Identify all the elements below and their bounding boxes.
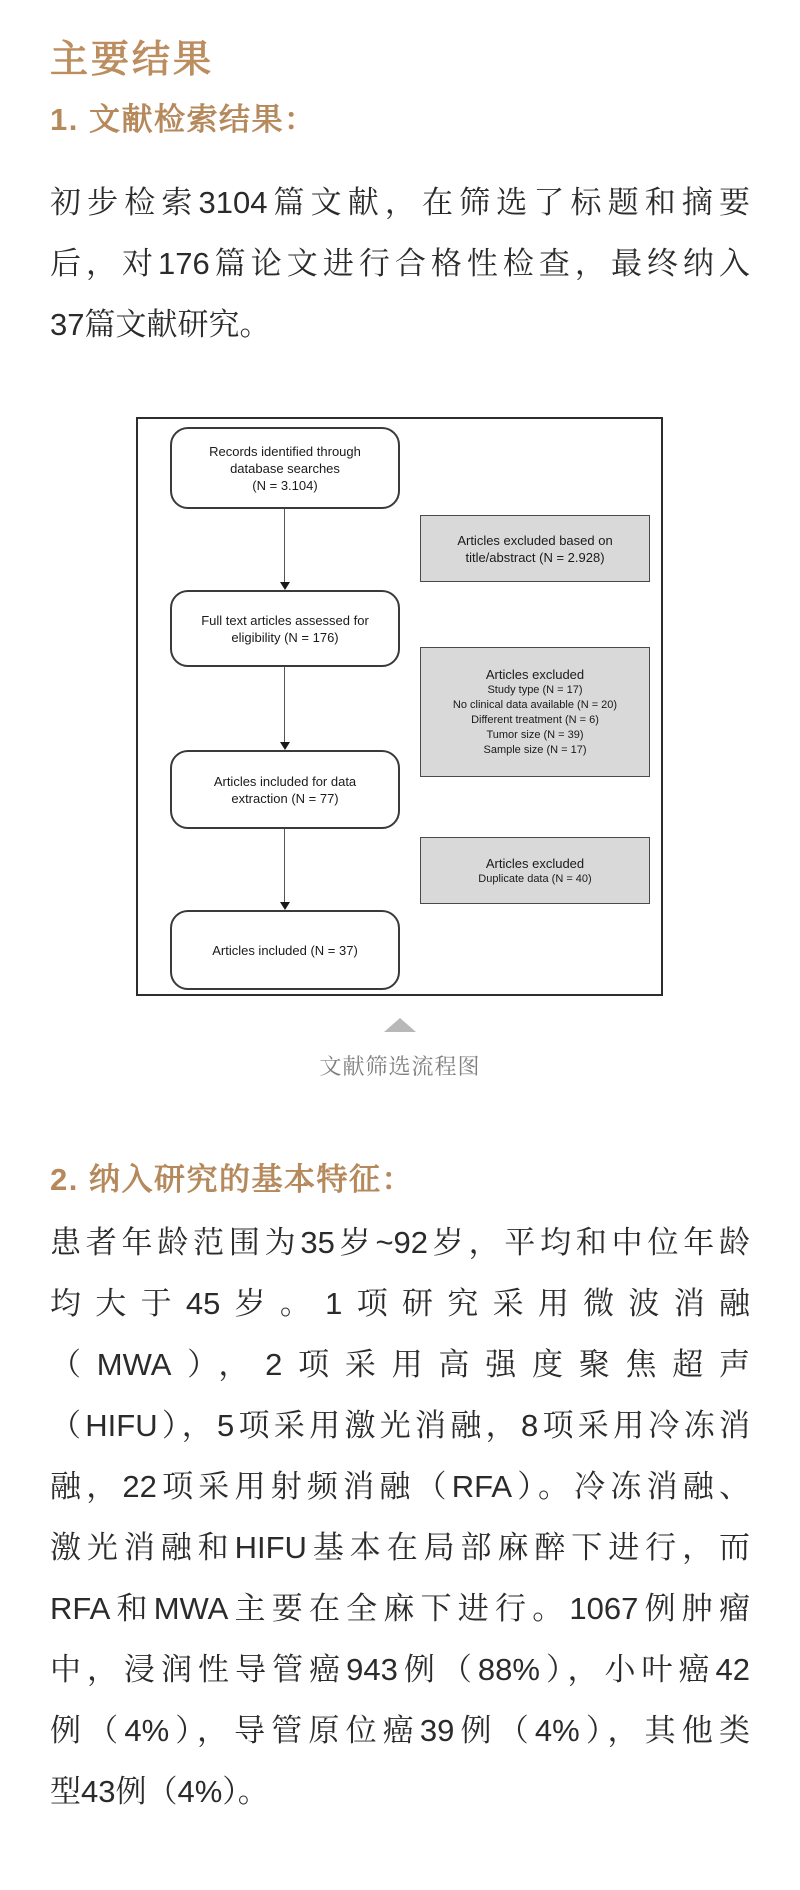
flow-box-text: Articles included for data (213, 773, 357, 789)
figure-caption-text: 文献筛选流程图 (319, 1054, 481, 1079)
flow-box-text: Full text articles assessed for (201, 612, 369, 628)
section-2-heading: 2. 纳入研究的基本特征： (50, 1162, 414, 1197)
paragraph-line: 中，浸润性导管癌943例（88%），小叶癌42 (50, 1652, 750, 1687)
flow-box-text: title/abstract (N = 2.928) (465, 549, 605, 565)
paragraph-line: 患者年龄范围为35岁~92岁，平均和中位年龄 (50, 1225, 750, 1260)
flow-box-text: Study type (N = 17) (487, 684, 583, 696)
paragraph-line: 初步检索3104篇文献，在筛选了标题和摘要 (50, 185, 750, 220)
paragraph-line: 均大于45岁。1项研究采用微波消融 (50, 1286, 750, 1321)
flow-box-included-extraction (170, 750, 400, 829)
flow-arrow-down (284, 667, 285, 742)
flow-box-title: Articles excluded (485, 667, 585, 682)
flow-box-articles-included (170, 910, 400, 990)
paragraph-line: 37篇文献研究。 (50, 307, 271, 342)
paragraph-line: 后，对176篇论文进行合格性检查，最终纳入 (50, 246, 750, 281)
collapse-triangle-icon (384, 1018, 416, 1032)
flow-box-text: Tumor size (N = 39) (486, 729, 584, 741)
flow-arrow-down (284, 509, 285, 582)
flow-box-text: Duplicate data (N = 40) (478, 872, 592, 885)
page-title: 主要结果 (50, 39, 215, 81)
flow-box-records-identified (170, 427, 400, 509)
article-content (0, 38, 800, 1852)
flow-arrow-down (284, 829, 285, 902)
flow-box-text: database searches (230, 460, 340, 476)
section-1-paragraph (50, 172, 750, 355)
flow-box-text: extraction (N = 77) (231, 790, 339, 806)
flow-box-excluded-duplicate (420, 837, 650, 904)
flow-box-text: eligibility (N = 176) (231, 629, 339, 645)
paragraph-line: 例（4%），导管原位癌39例（4%），其他类 (50, 1713, 750, 1748)
flow-box-text: No clinical data available (N = 20) (452, 699, 618, 711)
flow-box-text: Articles included (N = 37) (212, 942, 358, 958)
paragraph-line: 激光消融和HIFU基本在局部麻醉下进行，而 (50, 1530, 750, 1565)
section-2-paragraph (50, 1212, 750, 1822)
flow-box-text: Sample size (N = 17) (483, 744, 587, 756)
paragraph-line: RFA和MWA主要在全麻下进行。1067例肿瘤 (50, 1591, 750, 1626)
flow-box-text: (N = 3.104) (252, 477, 318, 493)
flow-box-excluded-reasons (420, 647, 650, 777)
flow-box-fulltext-assessed (170, 590, 400, 667)
flow-box-text: Different treatment (N = 6) (471, 714, 599, 726)
paragraph-line: 融，22项采用射频消融（RFA）。冷冻消融、 (50, 1469, 750, 1504)
paragraph-line: （HIFU），5项采用激光消融，8项采用冷冻消 (50, 1408, 750, 1443)
section-1-heading: 1. 文献检索结果： (50, 102, 317, 137)
prisma-flow-diagram (136, 417, 663, 996)
figure-caption (50, 1018, 750, 1084)
flow-box-text: Articles excluded based on (457, 532, 613, 548)
flow-box-text: Records identified through (209, 443, 361, 459)
flow-box-excluded-title-abstract (420, 515, 650, 582)
paragraph-line: （MWA），2项采用高强度聚焦超声 (50, 1347, 750, 1382)
flow-box-title: Articles excluded (485, 855, 585, 871)
paragraph-line: 型43例（4%）。 (50, 1774, 269, 1809)
